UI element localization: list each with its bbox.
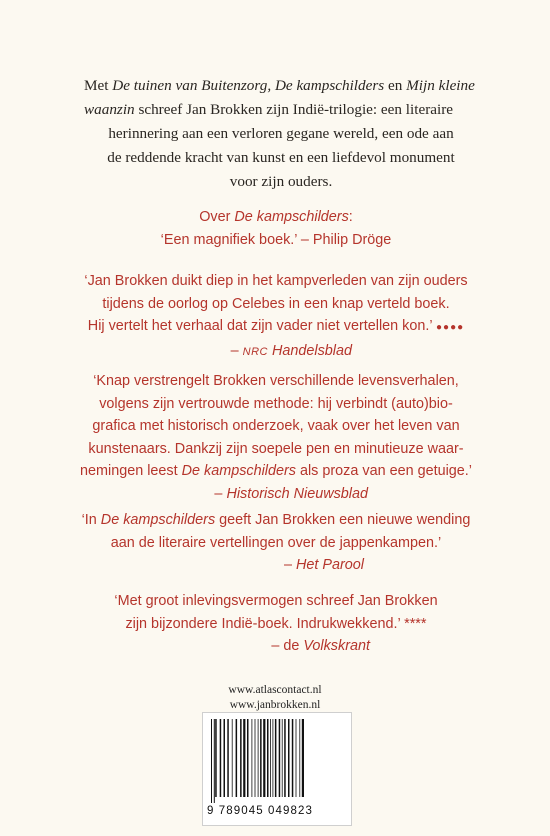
barcode-bar [220, 719, 222, 797]
barcode-bar [240, 719, 242, 797]
book-title: De kampschilders [181, 463, 296, 479]
barcode-bar [232, 719, 233, 797]
quote-line: zijn bijzondere Indië-boek. Indrukwekkend.’ **** [125, 615, 427, 632]
quote-line: ‘Knap verstrengelt Brokken verschillende levensverhalen, [93, 373, 459, 389]
quote-text: ‘In [81, 512, 101, 528]
attribution-dash: – de [271, 638, 304, 654]
barcode-bar [258, 719, 259, 797]
quote-line: tijdens de oorlog op Celebes in een knap verteld boek. [102, 295, 450, 312]
barcode-bar [270, 719, 271, 797]
barcode-bar [243, 719, 245, 797]
quote-line: ‘Een magnifiek boek.’ – Philip Dröge [160, 231, 392, 248]
barcode-bar [288, 719, 290, 797]
quote-line [76, 460, 476, 483]
barcode-bar [273, 719, 274, 797]
barcode-bar [275, 719, 277, 797]
book-titles: De tuinen van Buitenzorg, De kampschilders [112, 77, 385, 94]
quote-volkskrant [76, 590, 476, 658]
quote-text: Over [199, 209, 235, 225]
quote-attribution [76, 483, 476, 506]
quote-historisch-nieuwsblad [76, 370, 476, 505]
barcode-bar [260, 719, 262, 797]
intro-text: schreef Jan Brokken zijn Indië-trilogie: een literaire [134, 101, 454, 118]
attribution-dash: – [214, 485, 227, 502]
source-name: Het Parool [296, 557, 364, 573]
intro-text: Met [84, 77, 113, 94]
barcode-bar [224, 719, 226, 797]
barcode-bar [302, 719, 304, 797]
barcode-bar [255, 719, 256, 797]
barcode-guard-bar [211, 719, 212, 803]
quote-line [76, 509, 476, 532]
quote-attribution [76, 340, 476, 364]
intro-text: en [384, 77, 407, 94]
quote-text: : [348, 209, 353, 225]
barcode-bar [252, 719, 253, 797]
barcode-bar [236, 719, 238, 797]
barcode-bar [215, 719, 217, 797]
barcode-bar [279, 719, 281, 797]
quote-text: nemingen leest [80, 463, 182, 479]
quote-nrc [76, 270, 476, 363]
barcode-bars [209, 719, 345, 803]
quote-attribution [76, 635, 476, 658]
author-url[interactable]: www.janbrokken.nl [229, 699, 321, 711]
barcode-bar [282, 719, 283, 797]
attribution-dash: – [230, 342, 243, 359]
publisher-url[interactable]: www.atlascontact.nl [228, 684, 322, 696]
quote-text: als proza van een getuige.’ [295, 463, 472, 479]
barcode-bar [267, 719, 269, 797]
quote-text: Hij vertelt het verhaal dat zijn vader niet vertellen kon.’ [87, 318, 437, 334]
quote-line: kunstenaars. Dankzij zijn soepele pen en minutieuze waar- [88, 440, 464, 457]
book-title: De kampschilders [234, 209, 349, 225]
quote-line: ‘Jan Brokken duikt diep in het kampverleden van zijn ouders [84, 273, 468, 289]
intro-line-5: voor zijn ouders. [229, 173, 333, 190]
quote-text: geeft Jan Brokken een nieuwe wending [215, 512, 471, 528]
barcode-bar [299, 719, 300, 797]
barcode-bar [247, 719, 249, 797]
attribution-dash: – [283, 557, 296, 573]
barcode-bar [296, 719, 297, 797]
quote-line [76, 315, 476, 340]
quote-line: ‘Met groot inlevingsvermogen schreef Jan Brokken [114, 593, 438, 609]
book-title: De kampschilders [100, 512, 216, 528]
intro-line-2 [84, 98, 478, 122]
quote-line [76, 206, 476, 229]
quote-droge [76, 206, 476, 251]
barcode-bar [263, 719, 265, 797]
barcode-bar [227, 719, 229, 797]
barcode-bar [292, 719, 294, 797]
source-name: Volkskrant [303, 638, 370, 654]
isbn-number: 9 789045 049823 [207, 805, 314, 817]
barcode-guard-bar [214, 719, 215, 803]
quote-line: grafica met historisch onderzoek, vaak over het leven van [92, 418, 460, 434]
source-name: Historisch Nieuwsblad [226, 485, 368, 502]
quote-line: aan de literaire vertellingen over de jappenkampen.’ [110, 534, 442, 551]
book-title: Mijn kleine [406, 77, 475, 94]
source-abbrev: NRC [242, 345, 268, 358]
intro-line-1 [84, 74, 478, 98]
quote-line: volgens zijn vertrouwde methode: hij verbindt (auto)bio- [99, 395, 453, 412]
rating-dots: ●●●● [436, 322, 465, 333]
intro-line-4: de reddende kracht van kunst en een liefdevol monument [107, 149, 455, 166]
barcode [202, 712, 352, 826]
quote-attribution [76, 554, 476, 577]
publisher-urls [200, 683, 350, 713]
book-title: waanzin [84, 101, 135, 118]
barcode-bar [284, 719, 286, 797]
intro-paragraph [84, 74, 478, 194]
quote-het-parool [76, 509, 476, 577]
intro-line-3: herinnering aan een verloren gegane wereld, een ode aan [108, 125, 454, 142]
source-name: Handelsblad [267, 342, 352, 359]
